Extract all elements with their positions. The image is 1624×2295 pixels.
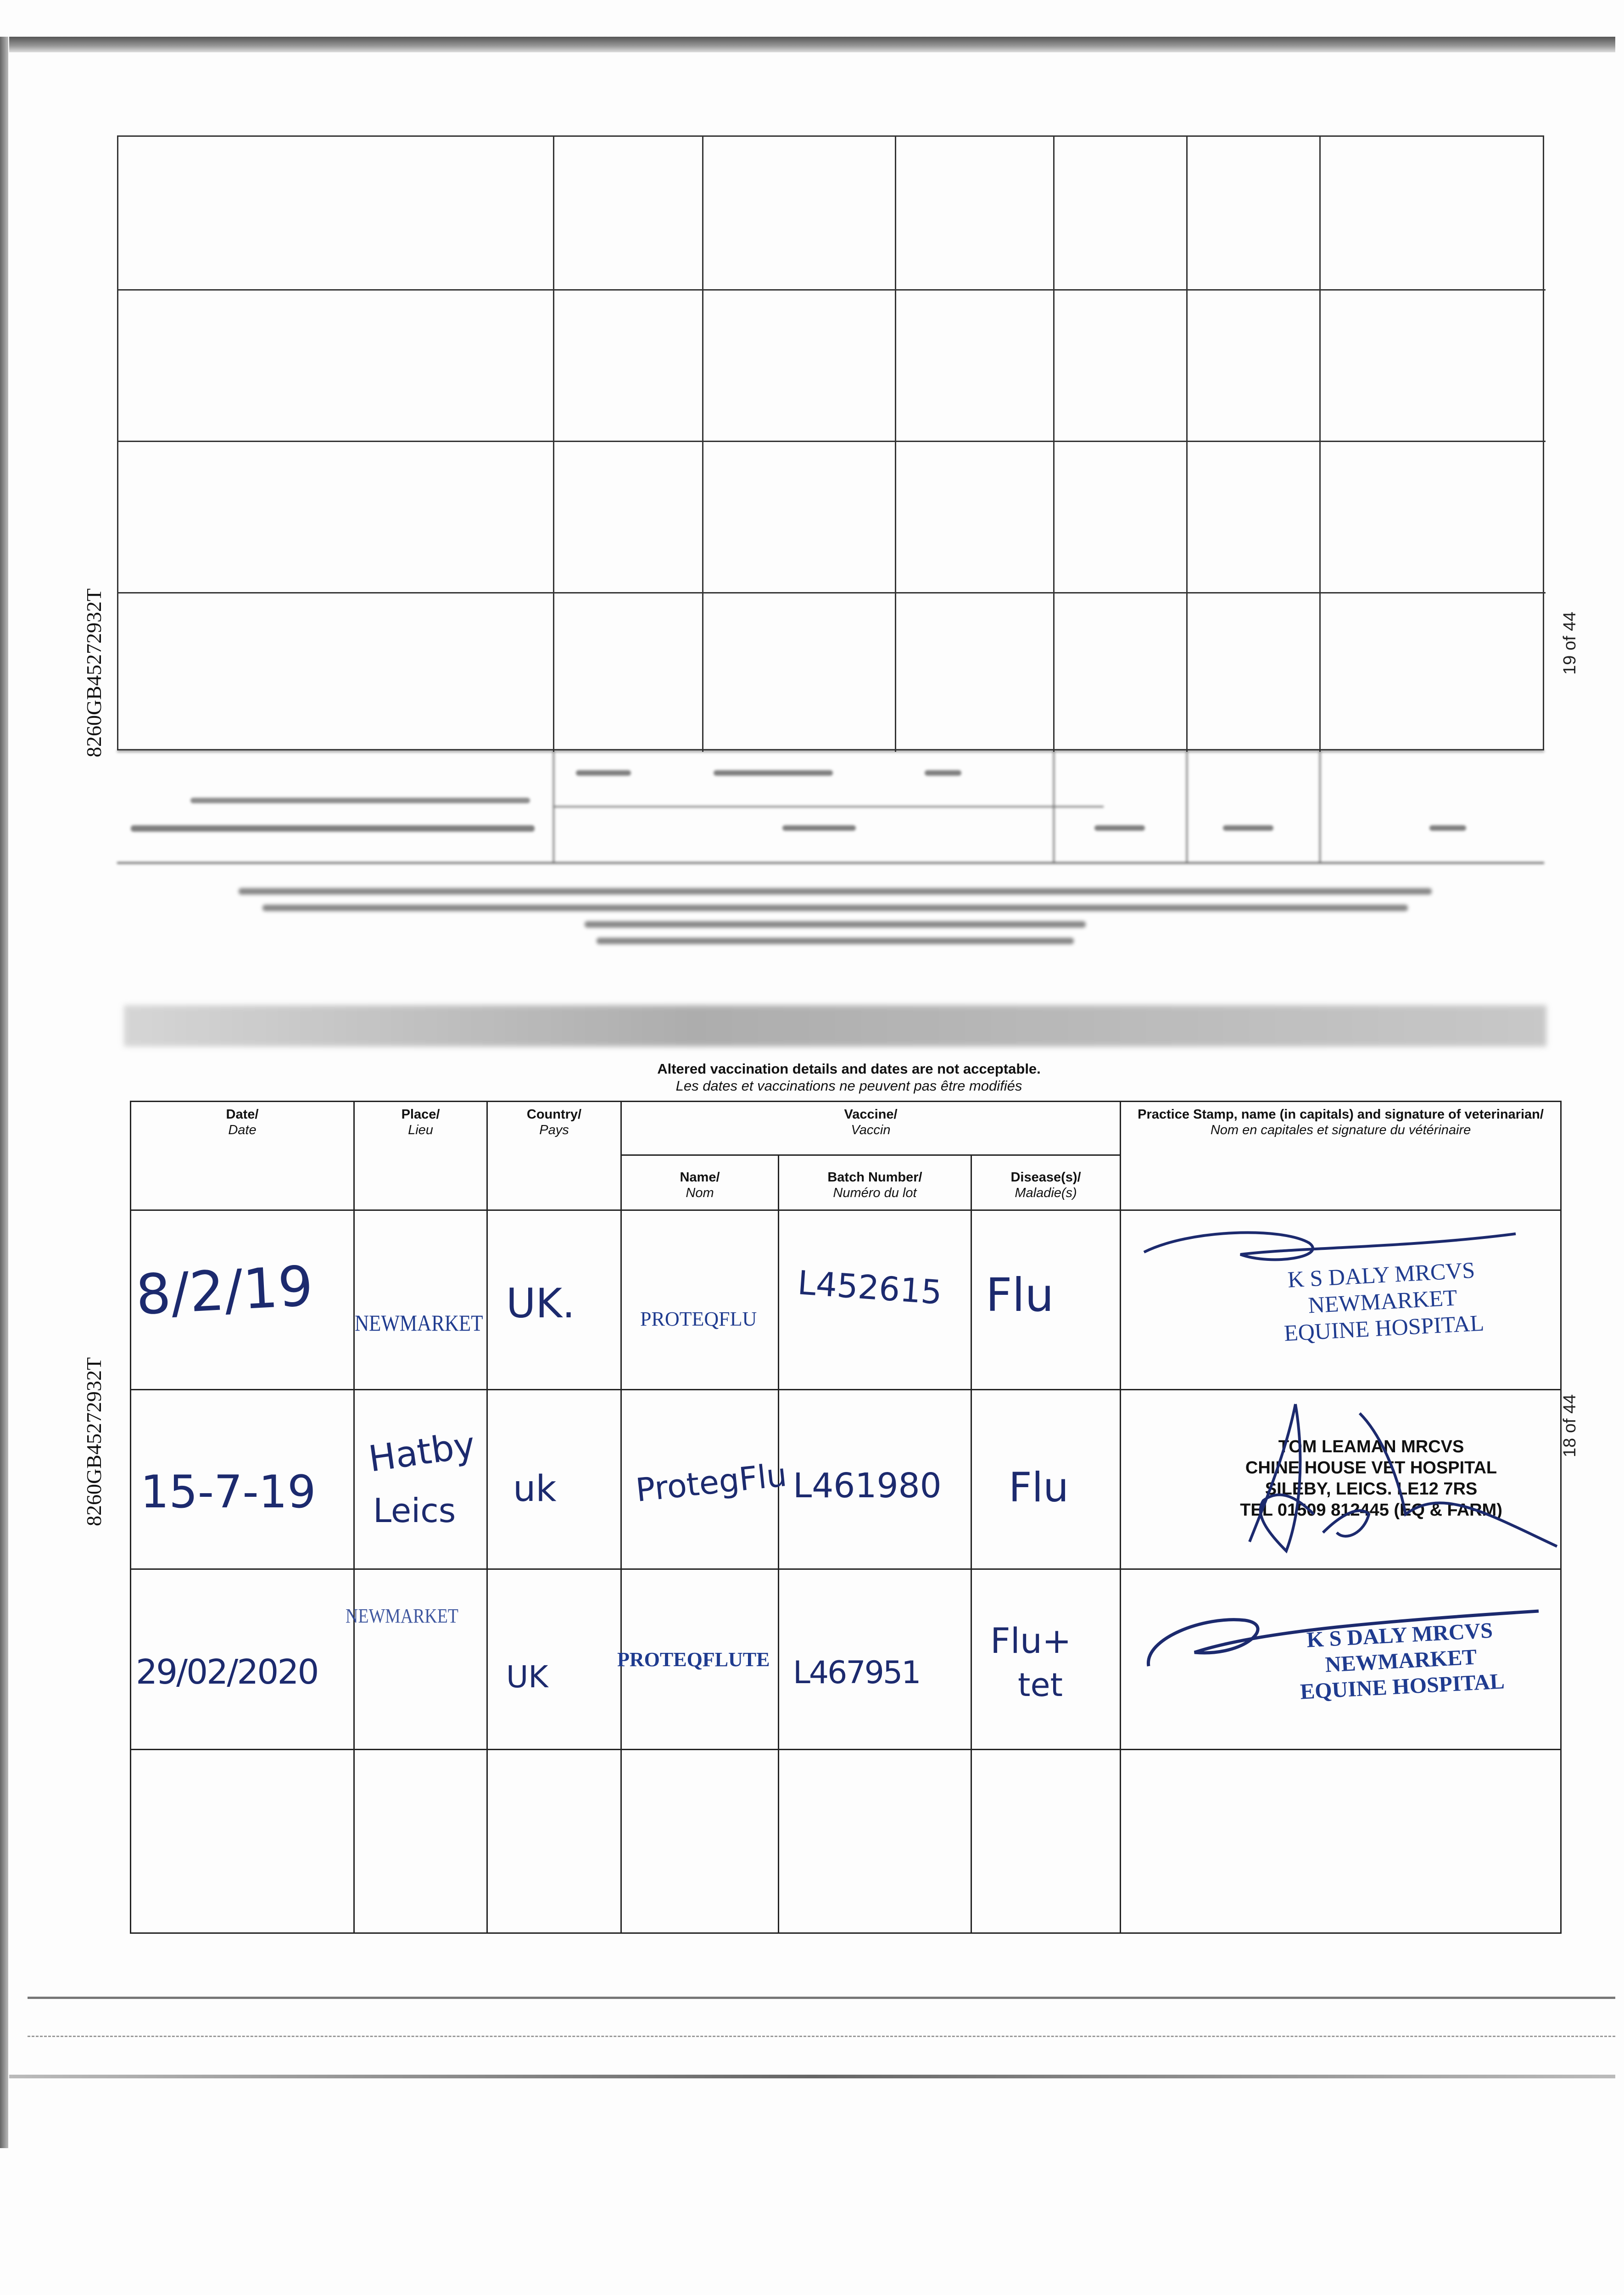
passport-code-top: 8260GB45272932T	[82, 588, 106, 757]
vaccination-row	[131, 1210, 1561, 1390]
row1-country: UK.	[506, 1280, 575, 1327]
header-batch-number: Batch Number/ Numéro du lot	[779, 1155, 971, 1210]
vaccination-row-empty	[131, 1750, 1561, 1933]
vaccination-row	[131, 1390, 1561, 1569]
row1-disease: Flu	[986, 1268, 1054, 1322]
row3-stamp-line-3: EQUINE HOSPITAL	[1299, 1669, 1505, 1704]
header-practice-stamp: Practice Stamp, name (in capitals) and signature of veterinarian/ Nom en capitales et signature du vétérinaire	[1121, 1102, 1561, 1210]
header-disease: Disease(s)/ Maladie(s)	[971, 1155, 1121, 1210]
row2-stamp-line-2: CHINE HOUSE VET HOSPITAL	[1245, 1458, 1497, 1478]
row1-batch-number: L452615	[796, 1263, 943, 1312]
previous-page-grid	[117, 135, 1544, 750]
row3-disease-line-2: tet	[1018, 1666, 1063, 1704]
row2-stamp-line-3: SILEBY, LEICS. LE12 7RS	[1265, 1479, 1478, 1499]
row1-stamp-line-1: K S DALY MRCVS	[1287, 1257, 1476, 1293]
row2-stamp-line-1: TOM LEAMAN MRCVS	[1278, 1437, 1464, 1456]
row2-signature	[1149, 1395, 1562, 1565]
row3-place: NEWMARKET	[346, 1605, 458, 1627]
row1-stamp-line-2: NEWMARKET	[1307, 1284, 1458, 1318]
vaccination-table	[130, 1101, 1562, 1934]
page-number-bottom: 18 of 44	[1560, 1394, 1579, 1457]
header-vaccine: Vaccine/ Vaccin	[621, 1102, 1121, 1155]
row2-disease: Flu	[1009, 1464, 1069, 1511]
passport-code-bottom: 8260GB45272932T	[82, 1357, 106, 1526]
row2-date: 15-7-19	[140, 1466, 316, 1518]
row3-country: UK	[506, 1659, 548, 1695]
header-place: Place/ Lieu	[354, 1102, 487, 1210]
row1-practice-stamp	[1121, 1211, 1560, 1389]
row2-place-line-1: Hatby	[366, 1424, 478, 1480]
row1-date: 8/2/19	[134, 1254, 315, 1328]
row3-disease-line-1: Flu+	[990, 1620, 1072, 1661]
header-date: Date/ Date	[131, 1102, 354, 1210]
row2-place-line-2: Leics	[373, 1491, 456, 1530]
row3-date: 29/02/2020	[136, 1652, 318, 1692]
previous-page-notes-blurred	[239, 888, 1432, 962]
header-country: Country/ Pays	[487, 1102, 621, 1210]
row2-stamp-line-4: TEL 01509 812445 (EQ & FARM)	[1240, 1500, 1502, 1520]
previous-page-title-band-blurred	[124, 1005, 1546, 1047]
row3-practice-stamp	[1121, 1570, 1560, 1749]
row1-place: NEWMARKET	[355, 1310, 483, 1336]
page-number-top: 19 of 44	[1560, 611, 1579, 675]
alteration-notice	[459, 1060, 1239, 1094]
notice-fr: Les dates et vaccinations ne peuvent pas être modifiés	[675, 1078, 1022, 1094]
row3-batch-number: L467951	[793, 1655, 920, 1691]
previous-page-header-upside-down	[117, 750, 1544, 864]
notice-en: Altered vaccination details and dates are not acceptable.	[657, 1061, 1041, 1077]
scan-edge-bottom	[28, 1997, 1615, 2037]
row3-vaccine-name: PROTEQFLUTE	[617, 1648, 770, 1671]
row2-country: uk	[513, 1468, 557, 1510]
scan-edge-left	[0, 37, 8, 2148]
row3-stamp-line-2: NEWMARKET	[1324, 1645, 1478, 1677]
row2-vaccine-name: ProtegFlu	[634, 1455, 789, 1510]
scan-edge-top	[9, 37, 1615, 52]
scan-edge-bottom-line	[9, 2075, 1615, 2078]
row1-vaccine-name: PROTEQFLU	[640, 1308, 757, 1330]
vaccination-row	[131, 1569, 1561, 1750]
row2-batch-number: L461980	[793, 1466, 942, 1506]
header-vaccine-name: Name/ Nom	[621, 1155, 779, 1210]
row1-stamp-line-3: EQUINE HOSPITAL	[1283, 1310, 1485, 1346]
row3-stamp-line-1: K S DALY MRCVS	[1306, 1618, 1494, 1652]
row2-practice-stamp	[1121, 1390, 1560, 1568]
